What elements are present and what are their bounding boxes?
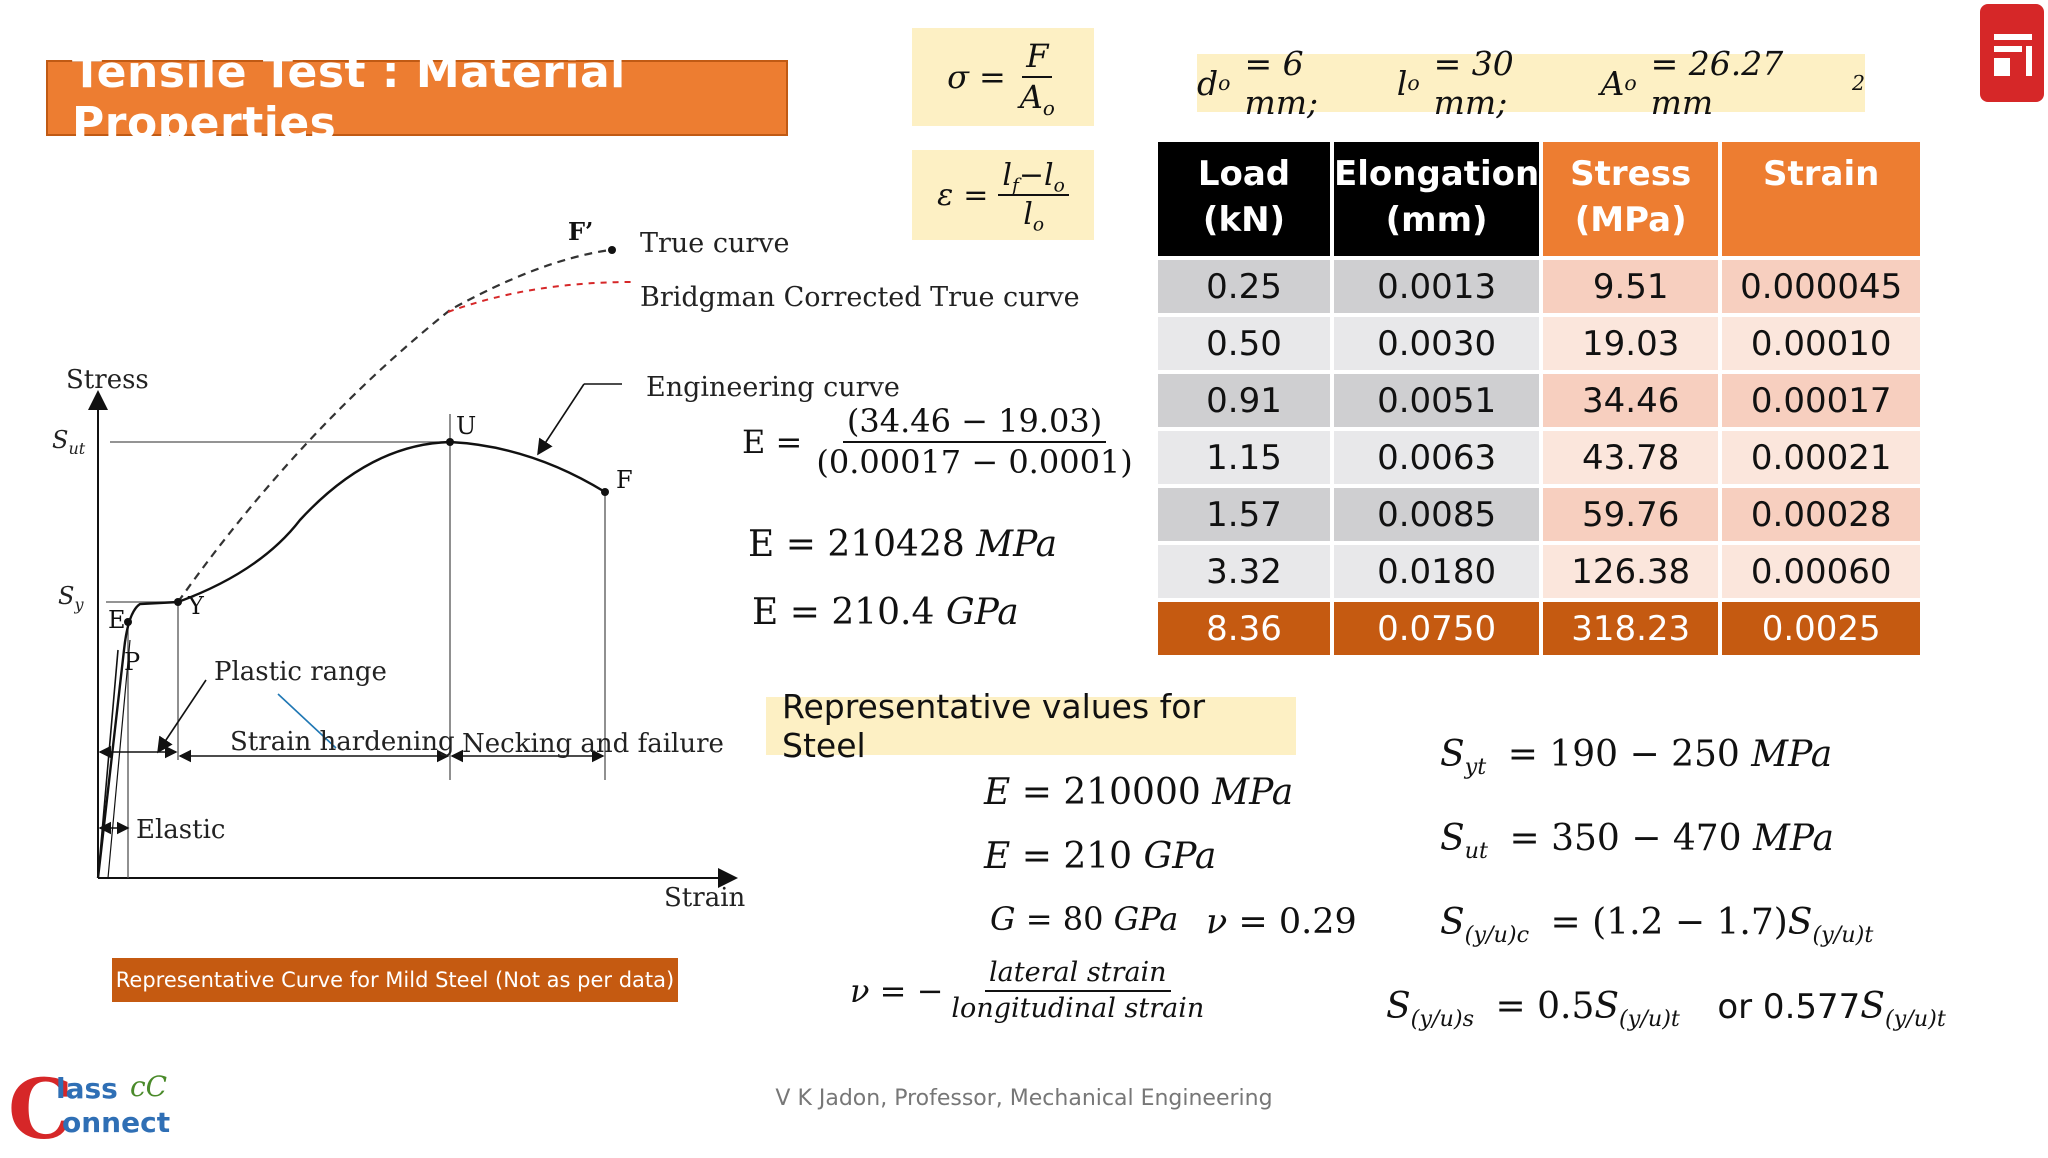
modulus-calculation <box>742 404 1137 480</box>
point-f-label: F <box>616 466 633 494</box>
table-cell: 0.50 <box>1156 315 1332 372</box>
given-d: d <box>1197 63 1219 103</box>
syuc-sub: (y/u)c <box>1464 921 1530 948</box>
rep-e-gpa-value: = 210 <box>1021 836 1133 877</box>
given-l-value: = 30 mm; <box>1433 44 1514 122</box>
engineering-curve-label: Engineering curve <box>646 372 900 403</box>
given-a: A <box>1600 63 1625 103</box>
header-load-line2: (kN) <box>1202 199 1286 240</box>
compressive-strength-relation <box>1440 902 1874 948</box>
table-cell: 0.91 <box>1156 372 1332 429</box>
true-curve <box>178 250 610 602</box>
strain-hardening-label: Strain hardening <box>230 727 455 757</box>
logo <box>1980 4 2044 102</box>
point-f-prime-marker <box>608 246 616 254</box>
modulus-denominator: (0.00017 − 0.0001) <box>816 443 1133 482</box>
point-f-prime-label: F’ <box>568 217 594 246</box>
sut-sub: ut <box>1464 837 1489 864</box>
table-cell: 0.00010 <box>1720 315 1922 372</box>
rep-nu <box>1206 902 1357 942</box>
table-cell: 0.0025 <box>1720 600 1922 657</box>
table-row <box>1156 315 1922 372</box>
brand-mark: cC <box>130 1070 168 1103</box>
syt-symbol: S <box>1440 734 1465 775</box>
header-load <box>1156 140 1332 258</box>
point-u-label: U <box>456 412 477 440</box>
syt-sub: yt <box>1464 753 1487 780</box>
rep-e-mpa-symbol: E <box>984 772 1011 813</box>
brand-line1: lass <box>56 1072 118 1105</box>
sy-label <box>58 582 84 614</box>
footer-credit: V K Jadon, Professor, Mechanical Engineering <box>775 1086 1273 1111</box>
header-elongation-line2: (mm) <box>1385 199 1488 240</box>
table-row <box>1156 372 1922 429</box>
point-y-marker <box>174 598 182 606</box>
syt-unit: MPa <box>1751 734 1833 775</box>
table-row <box>1156 486 1922 543</box>
strain-num-lo: l <box>1044 158 1054 193</box>
table-row <box>1156 543 1922 600</box>
table-cell: 0.0085 <box>1332 486 1541 543</box>
stress-formula-numerator: F <box>1022 39 1052 78</box>
table-cell: 34.46 <box>1541 372 1720 429</box>
strain-num-lf: l <box>1002 158 1012 193</box>
strain-num-lo-sub: o <box>1053 175 1065 197</box>
strain-den-lo-sub: o <box>1032 214 1045 236</box>
rep-e-mpa <box>984 772 1293 813</box>
syt-range <box>1440 734 1833 780</box>
modulus-result-gpa-value: E = 210.4 <box>752 592 935 633</box>
syuc-rhs-sub: (y/u)t <box>1812 921 1874 948</box>
poisson-lhs: ν = − <box>850 971 944 1010</box>
syuc-rhs-symbol: S <box>1787 902 1813 943</box>
table-cell: 0.00028 <box>1720 486 1922 543</box>
elastic-label: Elastic <box>136 815 226 845</box>
table-cell: 0.00060 <box>1720 543 1922 600</box>
true-curve-label: True curve <box>640 228 790 259</box>
syus-sub: (y/u)s <box>1410 1005 1475 1032</box>
header-load-line1: Load <box>1197 154 1291 194</box>
curve-caption: Representative Curve for Mild Steel (Not as per data) <box>112 958 678 1002</box>
table-cell: 8.36 <box>1156 600 1332 657</box>
sut-label-sub: ut <box>68 439 86 458</box>
modulus-result-gpa-unit: GPa <box>945 592 1019 633</box>
table-cell: 9.51 <box>1541 258 1720 315</box>
table-header-row <box>1156 140 1922 258</box>
point-e-label: E <box>108 606 126 634</box>
syus-or: or 0.577 <box>1717 987 1861 1027</box>
table-cell: 0.0750 <box>1332 600 1541 657</box>
stress-formula-den-sub: o <box>1042 96 1055 120</box>
syuc-symbol: S <box>1440 902 1465 943</box>
modulus-result-gpa <box>752 592 1019 633</box>
rep-nu-value: = 0.29 <box>1238 902 1357 942</box>
strain-den-lo: l <box>1023 197 1033 232</box>
table-cell: 19.03 <box>1541 315 1720 372</box>
given-d-value: = 6 mm; <box>1244 44 1319 122</box>
table-cell: 0.00021 <box>1720 429 1922 486</box>
shear-strength-relation <box>1386 986 1946 1032</box>
sut-symbol: S <box>1440 818 1465 859</box>
rep-g-unit: GPa <box>1113 900 1179 938</box>
strain-axis-label: Strain <box>664 883 746 913</box>
syus-symbol: S <box>1386 986 1411 1027</box>
bridgman-label: Bridgman Corrected True curve <box>640 282 1080 313</box>
sut-value: = 350 − 470 <box>1509 818 1742 859</box>
stress-formula-den-base: A <box>1019 78 1043 116</box>
table-cell: 0.0051 <box>1332 372 1541 429</box>
brand-line2: onnect <box>62 1106 171 1139</box>
modulus-lhs: E = <box>742 423 803 462</box>
point-p-label: P <box>124 648 141 676</box>
point-y-label: Y <box>188 592 204 620</box>
modulus-numerator: (34.46 − 19.03) <box>843 404 1106 443</box>
table-cell: 0.00017 <box>1720 372 1922 429</box>
header-stress-line1: Stress <box>1570 154 1692 194</box>
syt-value: = 190 − 250 <box>1507 734 1740 775</box>
rep-e-mpa-unit: MPa <box>1212 772 1294 813</box>
table-cell: 0.000045 <box>1720 258 1922 315</box>
table-cell: 0.0013 <box>1332 258 1541 315</box>
point-f-marker <box>601 488 609 496</box>
header-elongation <box>1332 140 1541 258</box>
brand-big-letter: C <box>8 1062 74 1158</box>
header-strain-line1: Strain <box>1763 154 1880 194</box>
rep-e-mpa-value: = 210000 <box>1021 772 1201 813</box>
table-cell: 0.0063 <box>1332 429 1541 486</box>
table-cell: 318.23 <box>1541 600 1720 657</box>
elastic-line-1 <box>98 650 118 878</box>
table-cell: 0.0030 <box>1332 315 1541 372</box>
necking-label: Necking and failure <box>462 729 724 759</box>
given-dimensions: d o = 6 mm; l o = 30 mm; A o = 26.27 mm 2 <box>1197 44 1865 122</box>
header-stress <box>1541 140 1720 258</box>
plastic-range-label: Plastic range <box>214 657 387 687</box>
rep-g <box>990 900 1178 938</box>
point-u-marker <box>446 438 454 446</box>
strain-symbol: ε <box>937 177 954 213</box>
sut-label-base: S <box>52 426 69 454</box>
table-cell: 1.57 <box>1156 486 1332 543</box>
sut-range <box>1440 818 1834 864</box>
syus-rhs-symbol: S <box>1594 986 1620 1027</box>
modulus-result-mpa-value: E = 210428 <box>748 524 965 565</box>
rep-e-gpa <box>984 836 1216 877</box>
header-elongation-line1: Elongation <box>1334 154 1540 194</box>
tensile-data-table <box>1154 138 1924 659</box>
given-l: l <box>1396 63 1408 103</box>
table-cell: 0.25 <box>1156 258 1332 315</box>
given-a-value: = 26.27 mm <box>1650 44 1784 122</box>
table-row <box>1156 258 1922 315</box>
syus-rhs-sub: (y/u)t <box>1619 1005 1680 1032</box>
stress-axis-label: Stress <box>66 365 149 395</box>
sy-label-base: S <box>58 582 75 610</box>
sut-label <box>52 426 86 458</box>
representative-values-heading: Representative values for Steel <box>766 697 1296 755</box>
sy-label-sub: y <box>74 595 84 614</box>
rep-e-gpa-symbol: E <box>984 836 1011 877</box>
rep-nu-symbol: ν <box>1206 902 1228 942</box>
syuc-value: = (1.2 − 1.7) <box>1550 902 1788 943</box>
modulus-result-mpa-unit: MPa <box>976 524 1058 565</box>
syus-value: = 0.5 <box>1495 986 1595 1027</box>
stress-formula: σ = $\frac{F}{A_o}$ <box>912 28 1094 126</box>
poisson-denominator: longitudinal strain <box>951 992 1205 1024</box>
table-cell: 43.78 <box>1541 429 1720 486</box>
modulus-result-mpa <box>748 524 1057 565</box>
rep-g-value: = 80 <box>1025 900 1104 938</box>
table-cell: 1.15 <box>1156 429 1332 486</box>
header-strain <box>1720 140 1922 258</box>
page-title: Tensile Test : Material Properties <box>46 60 788 136</box>
syus-or-sub: (y/u)t <box>1884 1005 1946 1032</box>
table-cell: 126.38 <box>1541 543 1720 600</box>
engineering-leader-2 <box>538 384 584 454</box>
rep-g-symbol: G <box>990 900 1016 938</box>
header-stress-line2: (MPa) <box>1574 199 1687 240</box>
stress-symbol: σ <box>947 58 969 96</box>
table-cell: 0.0180 <box>1332 543 1541 600</box>
poisson-formula <box>850 958 1208 1023</box>
poisson-numerator: lateral strain <box>985 958 1171 992</box>
sut-unit: MPa <box>1753 818 1834 859</box>
table-row <box>1156 429 1922 486</box>
strain-num-minus: − <box>1018 158 1045 193</box>
bridgman-curve <box>448 282 632 312</box>
logo-icon <box>1980 4 2044 102</box>
table-row <box>1156 600 1922 657</box>
rep-e-gpa-unit: GPa <box>1143 836 1217 877</box>
strain-formula: ε = $\frac{l_f-l_o}{l_o}$ <box>912 150 1094 240</box>
strain-num-lf-sub: f <box>1012 175 1019 197</box>
table-cell: 59.76 <box>1541 486 1720 543</box>
table-cell: 3.32 <box>1156 543 1332 600</box>
syus-or-symbol: S <box>1860 986 1885 1027</box>
plastic-leader <box>158 680 206 752</box>
